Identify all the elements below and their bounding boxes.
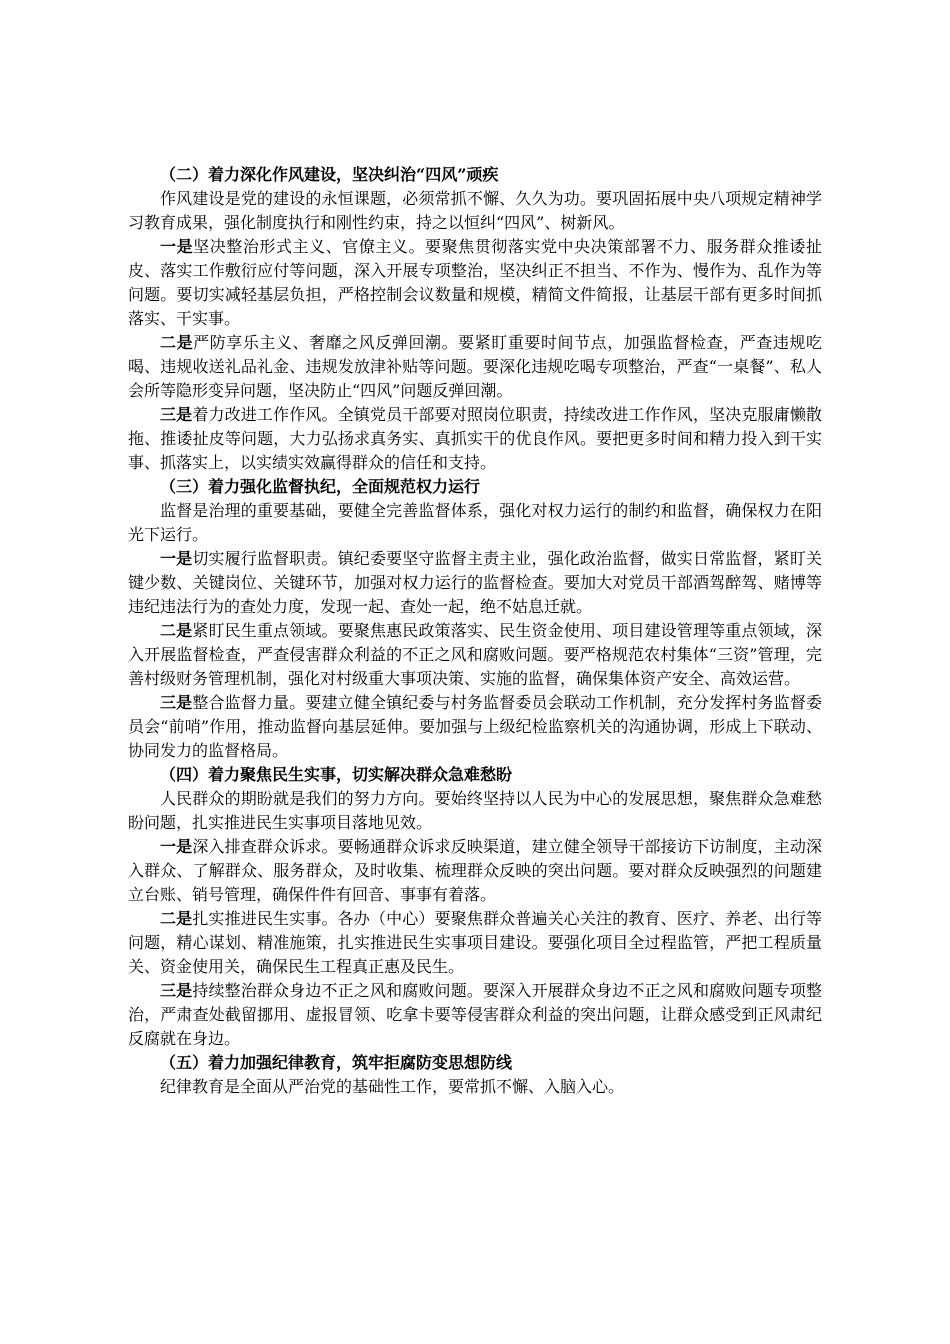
section-item	[128, 547, 822, 619]
item-text: 切实履行监督职责。镇纪委要坚守监督主责主业，强化政治监督，做实日常监督，紧盯关键少数、关键岗位、关键环节，加强对权力运行的监督检查。要加大对党员干部酒驾醉驾、赌博等违纪违法行为的查处力度，发现一起、查处一起，绝不姑息迁就。	[128, 549, 822, 616]
item-text: 扎实推进民生实事。各办（中心）要聚焦群众普遍关心关注的教育、医疗、养老、出行等问题，精心谋划、精准施策，扎实推进民生实事项目建设。要强化项目全过程监管，严把工程质量关、资金使用关，确保民生工程真正惠及民生。	[128, 909, 822, 976]
item-lead: 一是	[160, 237, 194, 256]
section-item	[128, 835, 822, 907]
section-intro: 纪律教育是全面从严治党的基础性工作，要常抓不懈、入脑入心。	[160, 1077, 625, 1096]
item-lead: 三是	[160, 981, 193, 1000]
item-lead: 一是	[160, 549, 193, 568]
item-text: 整合监督力量。要建立健全镇纪委与村务监督委员会联动工作机制，充分发挥村务监督委员会“前哨”作用，推动监督向基层延伸。要加强与上级纪检监察机关的沟通协调，形成上下联动、协同发力的监督格局。	[128, 693, 822, 760]
item-text: 持续整治群众身边不正之风和腐败问题。要深入开展群众身边不正之风和腐败问题专项整治，严肃查处截留挪用、虚报冒领、吃拿卡要等侵害群众利益的突出问题，让群众感受到正风肃纪反腐就在身边。	[128, 981, 822, 1048]
section-item	[128, 979, 822, 1051]
item-text: 深入排查群众诉求。要畅通群众诉求反映渠道，建立健全领导干部接访下访制度，主动深入群众、了解群众、服务群众，及时收集、梳理群众反映的突出问题。要对群众反映强烈的问题建立台账、销号管理，确保件件有回音、事事有着落。	[128, 837, 822, 904]
section-item	[128, 619, 822, 691]
item-lead: 二是	[160, 333, 194, 352]
item-lead: 二是	[160, 621, 193, 640]
section-item	[128, 691, 822, 763]
item-lead: 二是	[160, 909, 193, 928]
section-item	[128, 907, 822, 979]
item-lead: 一是	[160, 837, 193, 856]
section-item	[128, 331, 822, 403]
document-body	[128, 163, 822, 1099]
section-heading: （四）着力聚焦民生实事，切实解决群众急难愁盼	[160, 765, 513, 784]
section-heading: （五）着力加强纪律教育，筑牢拒腐防变思想防线	[160, 1053, 513, 1072]
section-intro: 作风建设是党的建设的永恒课题，必须常抓不懈、久久为功。要巩固拓展中央八项规定精神学习教育成果，强化制度执行和刚性约束，持之以恒纠“四风”、树新风。	[128, 189, 822, 232]
item-text: 严防享乐主义、奢靡之风反弹回潮。要紧盯重要时间节点，加强监督检查，严查违规吃喝、违规收送礼品礼金、违规发放津补贴等问题。要深化违规吃喝专项整治，严查“一桌餐”、私人会所等隐形变异问题，坚决防止“四风”问题反弹回潮。	[128, 333, 822, 400]
item-text: 坚决整治形式主义、官僚主义。要聚焦贯彻落实党中央决策部署不力、服务群众推诿扯皮、落实工作敷衍应付等问题，深入开展专项整治，坚决纠正不担当、不作为、慢作为、乱作为等问题。要切实减轻基层负担，严格控制会议数量和规模，精简文件简报，让基层干部有更多时间抓落实、干实事。	[128, 237, 822, 328]
section-heading: （三）着力强化监督执纪，全面规范权力运行	[160, 477, 481, 496]
item-lead: 三是	[160, 405, 193, 424]
item-text: 紧盯民生重点领域。要聚焦惠民政策落实、民生资金使用、项目建设管理等重点领域，深入开展监督检查，严查侵害群众利益的不正之风和腐败问题。要严格规范农村集体“三资”管理，完善村级财务管理机制，强化对村级重大事项决策、实施的监督，确保集体资产安全、高效运营。	[128, 621, 822, 688]
section-item	[128, 235, 822, 331]
item-lead: 三是	[160, 693, 193, 712]
section-intro: 人民群众的期盼就是我们的努力方向。要始终坚持以人民为中心的发展思想，聚焦群众急难愁盼问题，扎实推进民生实事项目落地见效。	[128, 789, 822, 832]
section-heading: （二）着力深化作风建设，坚决纠治“四风”顽疾	[160, 165, 499, 184]
section-intro: 监督是治理的重要基础，要健全完善监督体系，强化对权力运行的制约和监督，确保权力在阳光下运行。	[128, 501, 822, 544]
item-text: 着力改进工作作风。全镇党员干部要对照岗位职责，持续改进工作作风，坚决克服庸懒散拖、推诿扯皮等问题，大力弘扬求真务实、真抓实干的优良作风。要把更多时间和精力投入到干实事、抓落实上，以实绩实效赢得群众的信任和支持。	[128, 405, 822, 472]
section-item	[128, 403, 822, 475]
